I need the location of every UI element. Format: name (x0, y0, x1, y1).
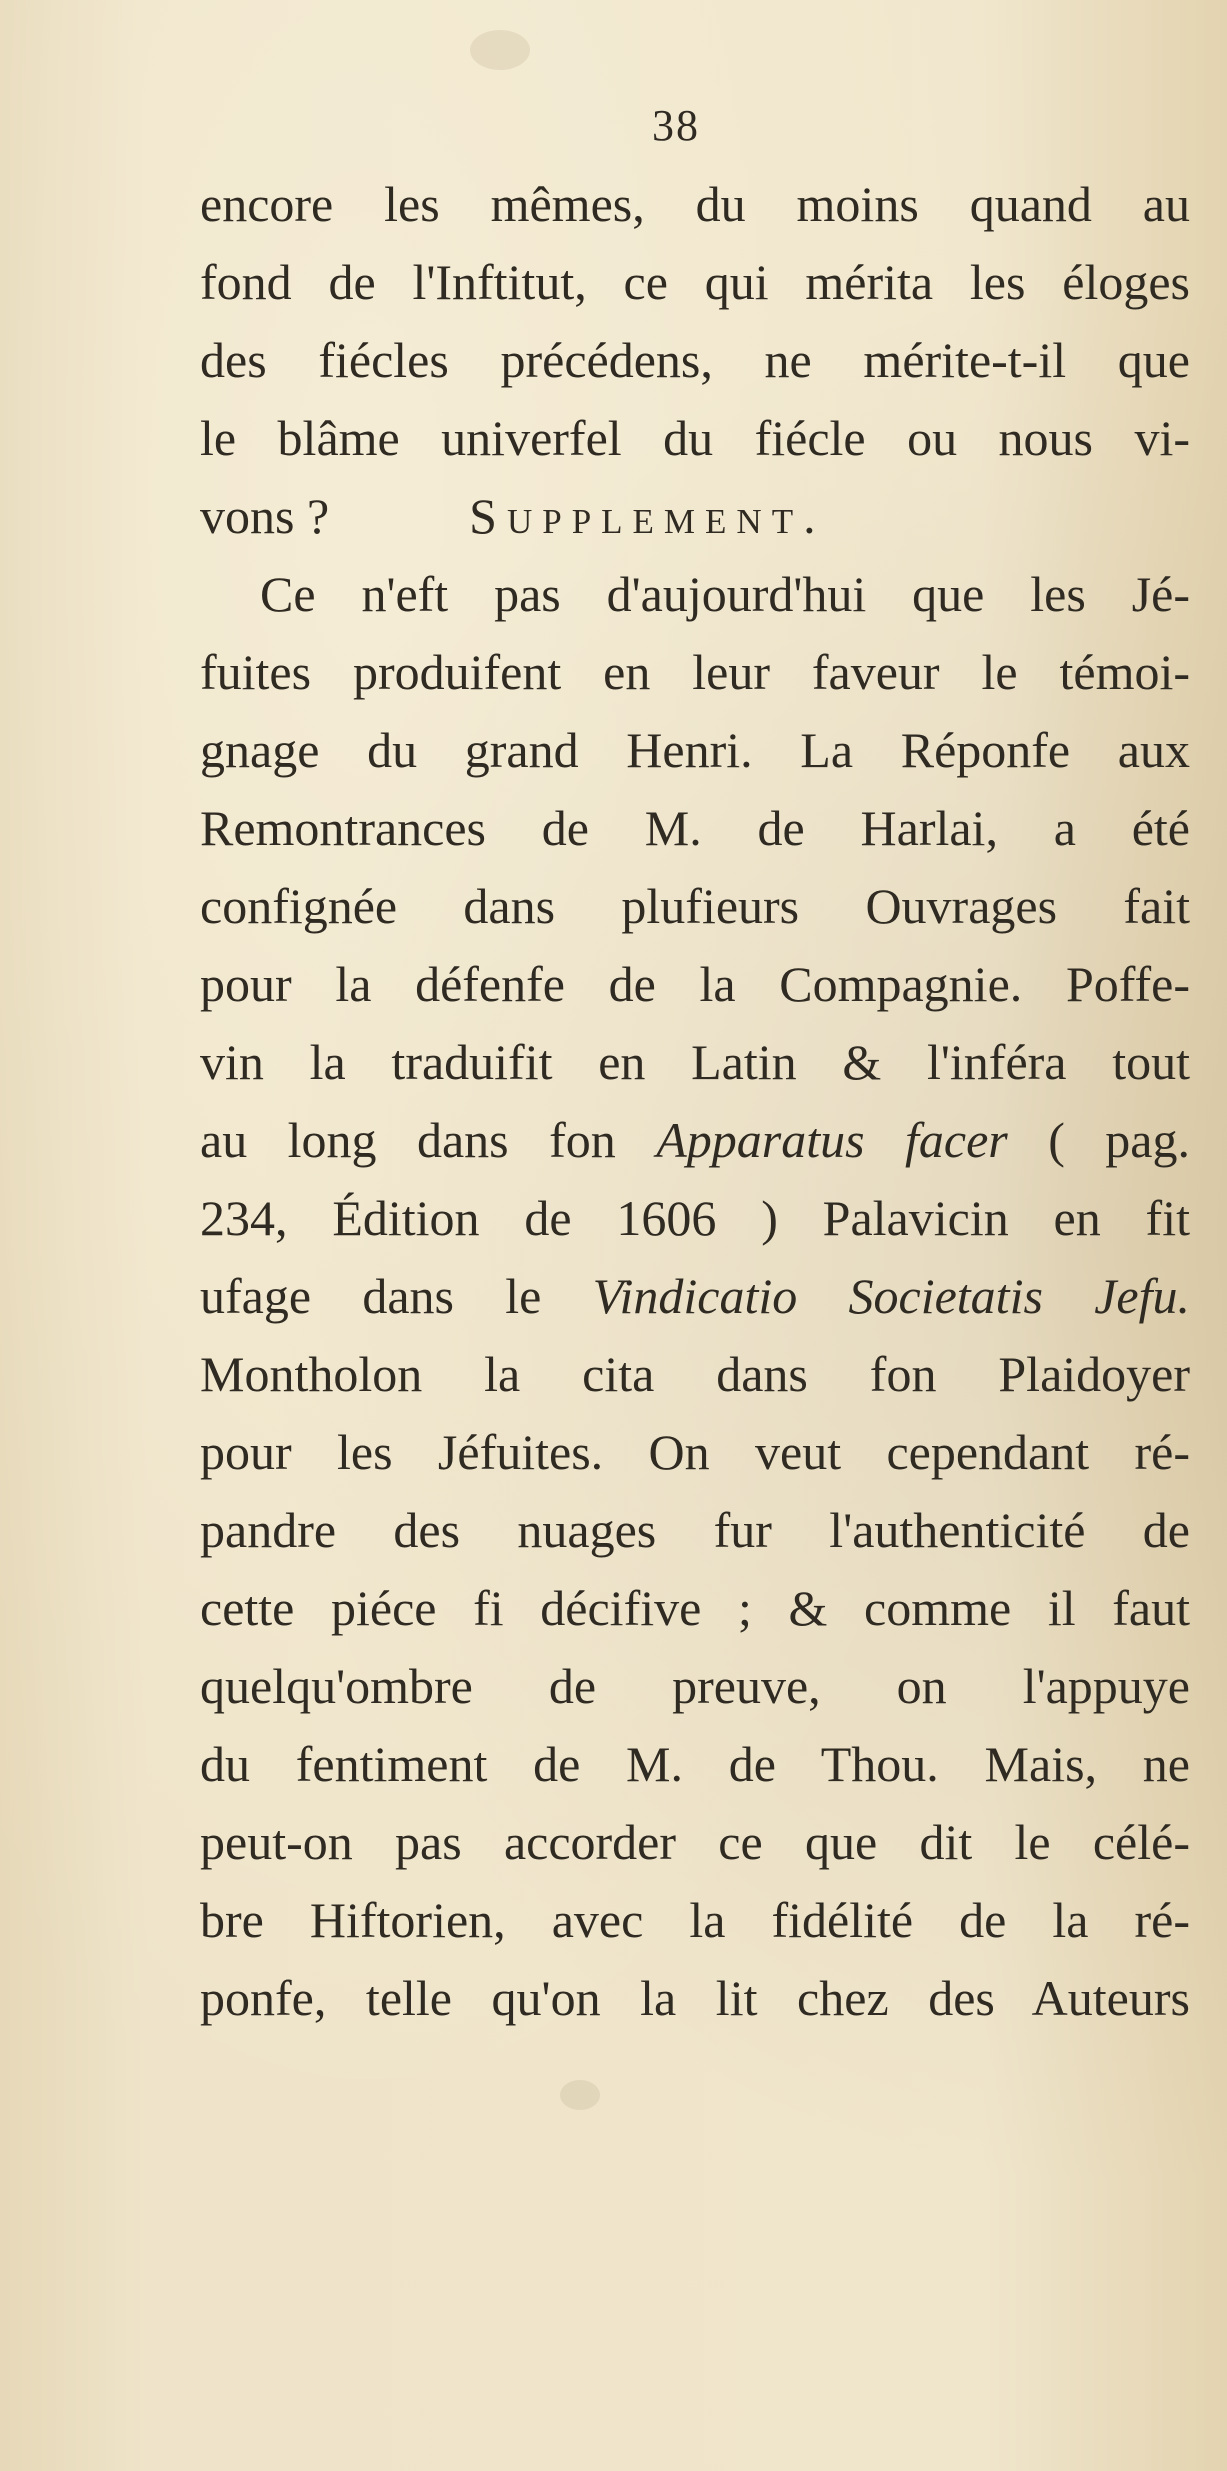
text-line: cette piéce fi décifive ; & comme il faut (200, 1580, 1190, 1636)
text-line (200, 1101, 1190, 1179)
text-line: Montholon la cita dans fon Plaidoyer (200, 1346, 1190, 1402)
line-end-word: vons ? (200, 488, 330, 544)
text-line (200, 1257, 1190, 1335)
text-segment: ( pag. (1007, 1112, 1190, 1168)
text-line (200, 477, 1190, 555)
italic-title: Apparatus facer (656, 1112, 1008, 1168)
text-line: gnage du grand Henri. La Réponfe aux (200, 722, 1190, 778)
paper-stain (560, 2080, 600, 2110)
page-number: 38 (652, 101, 700, 150)
text-line: pour les Jéfuites. On veut cependant ré- (200, 1424, 1190, 1480)
text-line: peut-on pas accorder ce que dit le célé- (200, 1814, 1190, 1870)
italic-title: Vindicatio Societatis Jefu. (592, 1268, 1190, 1324)
paper-stain (470, 30, 530, 70)
section-heading: Supplement. (469, 488, 826, 544)
text-line: quelqu'ombre de preuve, on l'appuye (200, 1658, 1190, 1714)
paragraph-first-line: Ce n'eft pas d'aujourd'hui que les Jé- (260, 566, 1190, 622)
text-line: pour la défenfe de la Compagnie. Poffe- (200, 956, 1190, 1012)
body-text (200, 165, 1190, 2037)
text-line: vin la traduifit en Latin & l'inféra tout (200, 1034, 1190, 1090)
text-line: pandre des nuages fur l'authenticité de (200, 1502, 1190, 1558)
text-line: Remontrances de M. de Harlai, a été (200, 800, 1190, 856)
text-segment: au long dans fon (200, 1112, 657, 1168)
text-segment: ufage dans le (200, 1268, 593, 1324)
text-line: fuites produifent en leur faveur le témoi- (200, 644, 1190, 700)
text-line: ponfe, telle qu'on la lit chez des Auteurs (200, 1970, 1190, 2026)
text-line: encore les mêmes, du moins quand au (200, 176, 1190, 232)
text-line: 234, Édition de 1606 ) Palavicin en fit (200, 1190, 1190, 1246)
text-line: fond de l'Inftitut, ce qui mérita les éloges (200, 254, 1190, 310)
text-line: du fentiment de M. de Thou. Mais, ne (200, 1736, 1190, 1792)
text-line: confignée dans plufieurs Ouvrages fait (200, 878, 1190, 934)
text-line: bre Hiftorien, avec la fidélité de la ré- (200, 1892, 1190, 1948)
text-line: le blâme univerfel du fiécle ou nous vi- (200, 410, 1190, 466)
text-line: des fiécles précédens, ne mérite-t-il que (200, 332, 1190, 388)
